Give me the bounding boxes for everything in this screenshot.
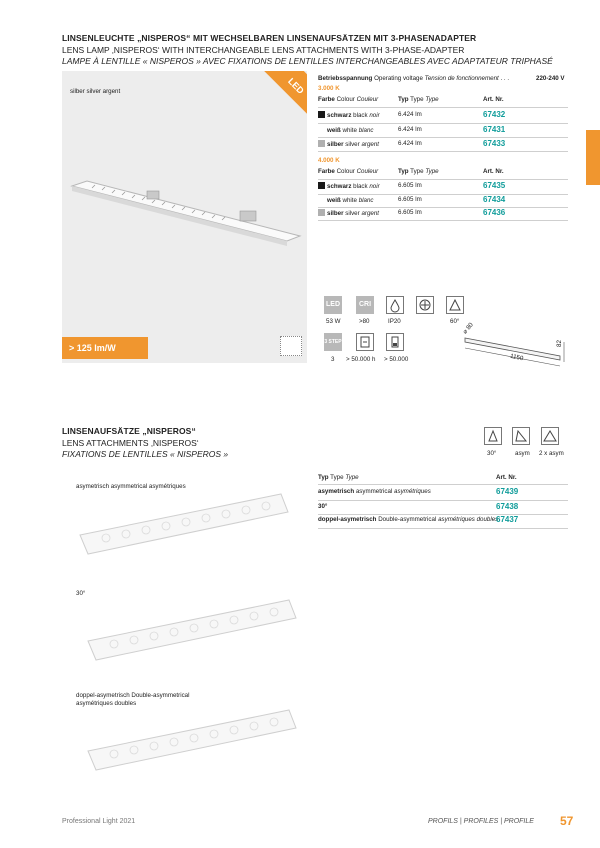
hdr-color-de: Farbe <box>318 168 335 175</box>
hdr-type-de: Typ <box>398 96 409 103</box>
footer-left: Professional Light 2021 <box>62 818 136 825</box>
hdr-type-fr: Type <box>345 474 359 481</box>
row-lm: 6.424 lm <box>398 126 422 133</box>
table-row <box>318 516 568 528</box>
efficiency-text: > 125 lm/W <box>69 343 116 353</box>
switch-cycles-icon <box>356 333 374 351</box>
row-fr: argent <box>361 141 379 148</box>
hdr-color-en: Colour <box>336 96 355 103</box>
hdr-art: Art. Nr. <box>483 168 504 175</box>
ip-drop-icon <box>386 296 404 314</box>
lens-title-en: LENS ATTACHMENTS ‚NISPEROS‘ <box>62 438 199 448</box>
temp-4000: 4.000 K <box>318 157 340 164</box>
steps-icon: 3 STEP <box>324 333 342 351</box>
beam-30-icon <box>484 427 502 445</box>
row-de: weiß <box>327 197 341 204</box>
beam-label-asym: asym <box>515 450 530 457</box>
lens-title-de: LINSENAUFSÄTZE „NISPEROS“ <box>62 426 196 436</box>
section-tab <box>586 130 600 185</box>
spec-lifetime: > 50.000 <box>384 356 409 363</box>
led-badge-text: LED <box>286 76 306 96</box>
hdr-color-fr: Couleur <box>356 168 379 175</box>
hdr-type-de: Typ <box>398 168 409 175</box>
row-de: doppel-asymetrisch <box>318 516 377 523</box>
hdr-type-en: Type <box>330 474 344 481</box>
spec-power: 53 W <box>326 318 341 325</box>
lens-30-image <box>84 596 304 666</box>
table-row <box>318 488 568 500</box>
lens-label-double-1: doppel-asymetrisch Double-asymmetrical <box>76 692 190 699</box>
color-swatch-black <box>318 182 325 189</box>
hdr-type-fr: Type <box>425 96 439 103</box>
row-en: black <box>353 112 368 119</box>
dim-width: 1150 <box>509 352 524 363</box>
row-en: Double-asymmetrical <box>378 516 437 523</box>
beam-label-2asym: 2 x asym <box>539 450 564 457</box>
voltage-value: 220-240 V <box>536 75 565 82</box>
row-en: silver <box>345 141 360 148</box>
hdr-type-en: Type <box>410 168 424 175</box>
row-fr: asymétriques <box>394 488 431 495</box>
row-en: white <box>342 127 357 134</box>
hdr-type-en: Type <box>410 96 424 103</box>
row-lm: 6.605 lm <box>398 196 422 203</box>
spec-switches: > 50.000 h <box>346 356 376 363</box>
led-icon: LED <box>324 296 342 314</box>
dim-height: 82 <box>555 340 563 347</box>
voltage-line <box>318 75 565 82</box>
row-art: 67431 <box>483 125 506 134</box>
table-row <box>318 111 568 123</box>
page-number: 57 <box>560 814 574 828</box>
footer-right: PROFILS | PROFILES | PROFILE <box>428 818 534 825</box>
color-swatch-silver <box>318 209 325 216</box>
lens-label-asym: asymetrisch asymmetrical asymétriques <box>76 483 186 490</box>
beam-2asym-icon <box>541 427 559 445</box>
page-title-en: LENS LAMP ‚NISPEROS‘ WITH INTERCHANGEABLE LENS ATTACHMENTS WITH 3-PHASE-ADAPTER <box>62 45 465 55</box>
row-en: asymmetrical <box>355 488 393 495</box>
row-art: 67432 <box>483 110 506 119</box>
row-en: black <box>353 183 368 190</box>
row-de: silber <box>327 210 344 217</box>
row-art: 67436 <box>483 208 506 217</box>
energy-label-icon <box>280 336 302 356</box>
lamp-image-panel <box>62 71 307 363</box>
voltage-label-fr: Tension de fonctionnement <box>424 75 499 82</box>
temp-3000: 3.000 K <box>318 85 340 92</box>
lens-label-double-2: asymétriques doubles <box>76 700 137 707</box>
lamp-product-image <box>62 71 307 363</box>
color-swatch-silver <box>318 140 325 147</box>
row-en: white <box>342 197 357 204</box>
hdr-type-de: Typ <box>318 474 329 481</box>
row-de: 30° <box>318 503 328 510</box>
voltage-label-de: Betriebsspannung <box>318 75 373 82</box>
row-fr: blanc <box>358 197 374 204</box>
lens-title-fr: FIXATIONS DE LENTILLES « NISPEROS » <box>62 449 229 459</box>
row-de: schwarz <box>327 183 352 190</box>
row-art: 67435 <box>483 181 506 190</box>
row-art: 67439 <box>496 487 519 496</box>
table-row <box>318 182 568 194</box>
hdr-color-de: Farbe <box>318 96 335 103</box>
voltage-label-en: Operating voltage <box>374 75 423 82</box>
row-de: asymetrisch <box>318 488 355 495</box>
hdr-color-en: Colour <box>336 168 355 175</box>
lamp-color-label: silber silver argent <box>70 88 121 95</box>
spec-steps: 3 <box>331 356 335 363</box>
spec-ip: IP20 <box>388 318 401 325</box>
row-art: 67438 <box>496 502 519 511</box>
row-de: schwarz <box>327 112 352 119</box>
lens-label-30: 30° <box>76 590 86 597</box>
row-de: silber <box>327 141 344 148</box>
table2-header <box>318 168 568 178</box>
hdr-art: Art. Nr. <box>483 96 504 103</box>
page-title-de: LINSENLEUCHTE „NISPEROS“ MIT WECHSELBAREN LINSENAUFSÄTZEN MIT 3-PHASENADAPTER <box>62 33 477 43</box>
lens-asym-image <box>76 490 296 560</box>
color-swatch-black <box>318 111 325 118</box>
beam-angle-icon <box>446 296 464 314</box>
beam-asym-icon <box>512 427 530 445</box>
row-lm: 6.605 lm <box>398 209 422 216</box>
row-fr: noir <box>369 112 380 119</box>
row-de: weiß <box>327 127 341 134</box>
lifetime-icon <box>386 333 404 351</box>
row-art: 67433 <box>483 139 506 148</box>
color-swatch-white <box>318 196 325 203</box>
spec-beam: 60° <box>450 318 460 325</box>
beam-label-30: 30° <box>487 450 497 457</box>
row-fr: argent <box>361 210 379 217</box>
page-title-fr: LAMPE À LENTILLE « NISPEROS » AVEC FIXATIONS DE LENTILLES INTERCHANGEABLES AVEC ADAPTATEUR TRIPHASÉ <box>62 56 553 66</box>
voltage-dots: . . . <box>500 75 510 82</box>
hdr-art: Art. Nr. <box>496 474 517 481</box>
dim-diameter: ⌀ 80 <box>461 321 475 336</box>
row-en: silver <box>345 210 360 217</box>
color-swatch-white <box>318 126 325 133</box>
row-lm: 6.424 lm <box>398 140 422 147</box>
table1-header <box>318 96 568 106</box>
row-fr: noir <box>369 183 380 190</box>
dimension-drawing <box>460 318 570 378</box>
cri-icon: CRI <box>356 296 374 314</box>
hdr-color-fr: Couleur <box>356 96 379 103</box>
row-art: 67434 <box>483 195 506 204</box>
spec-cri: >80 <box>359 318 370 325</box>
row-lm: 6.605 lm <box>398 182 422 189</box>
row-fr: blanc <box>358 127 374 134</box>
protection-class-icon <box>416 296 434 314</box>
hdr-type-fr: Type <box>425 168 439 175</box>
row-fr: asymétriques doubles <box>438 516 499 523</box>
lens-double-image <box>84 706 304 776</box>
row-lm: 6.424 lm <box>398 111 422 118</box>
row-art: 67437 <box>496 515 519 524</box>
lens-table-header <box>318 474 568 484</box>
